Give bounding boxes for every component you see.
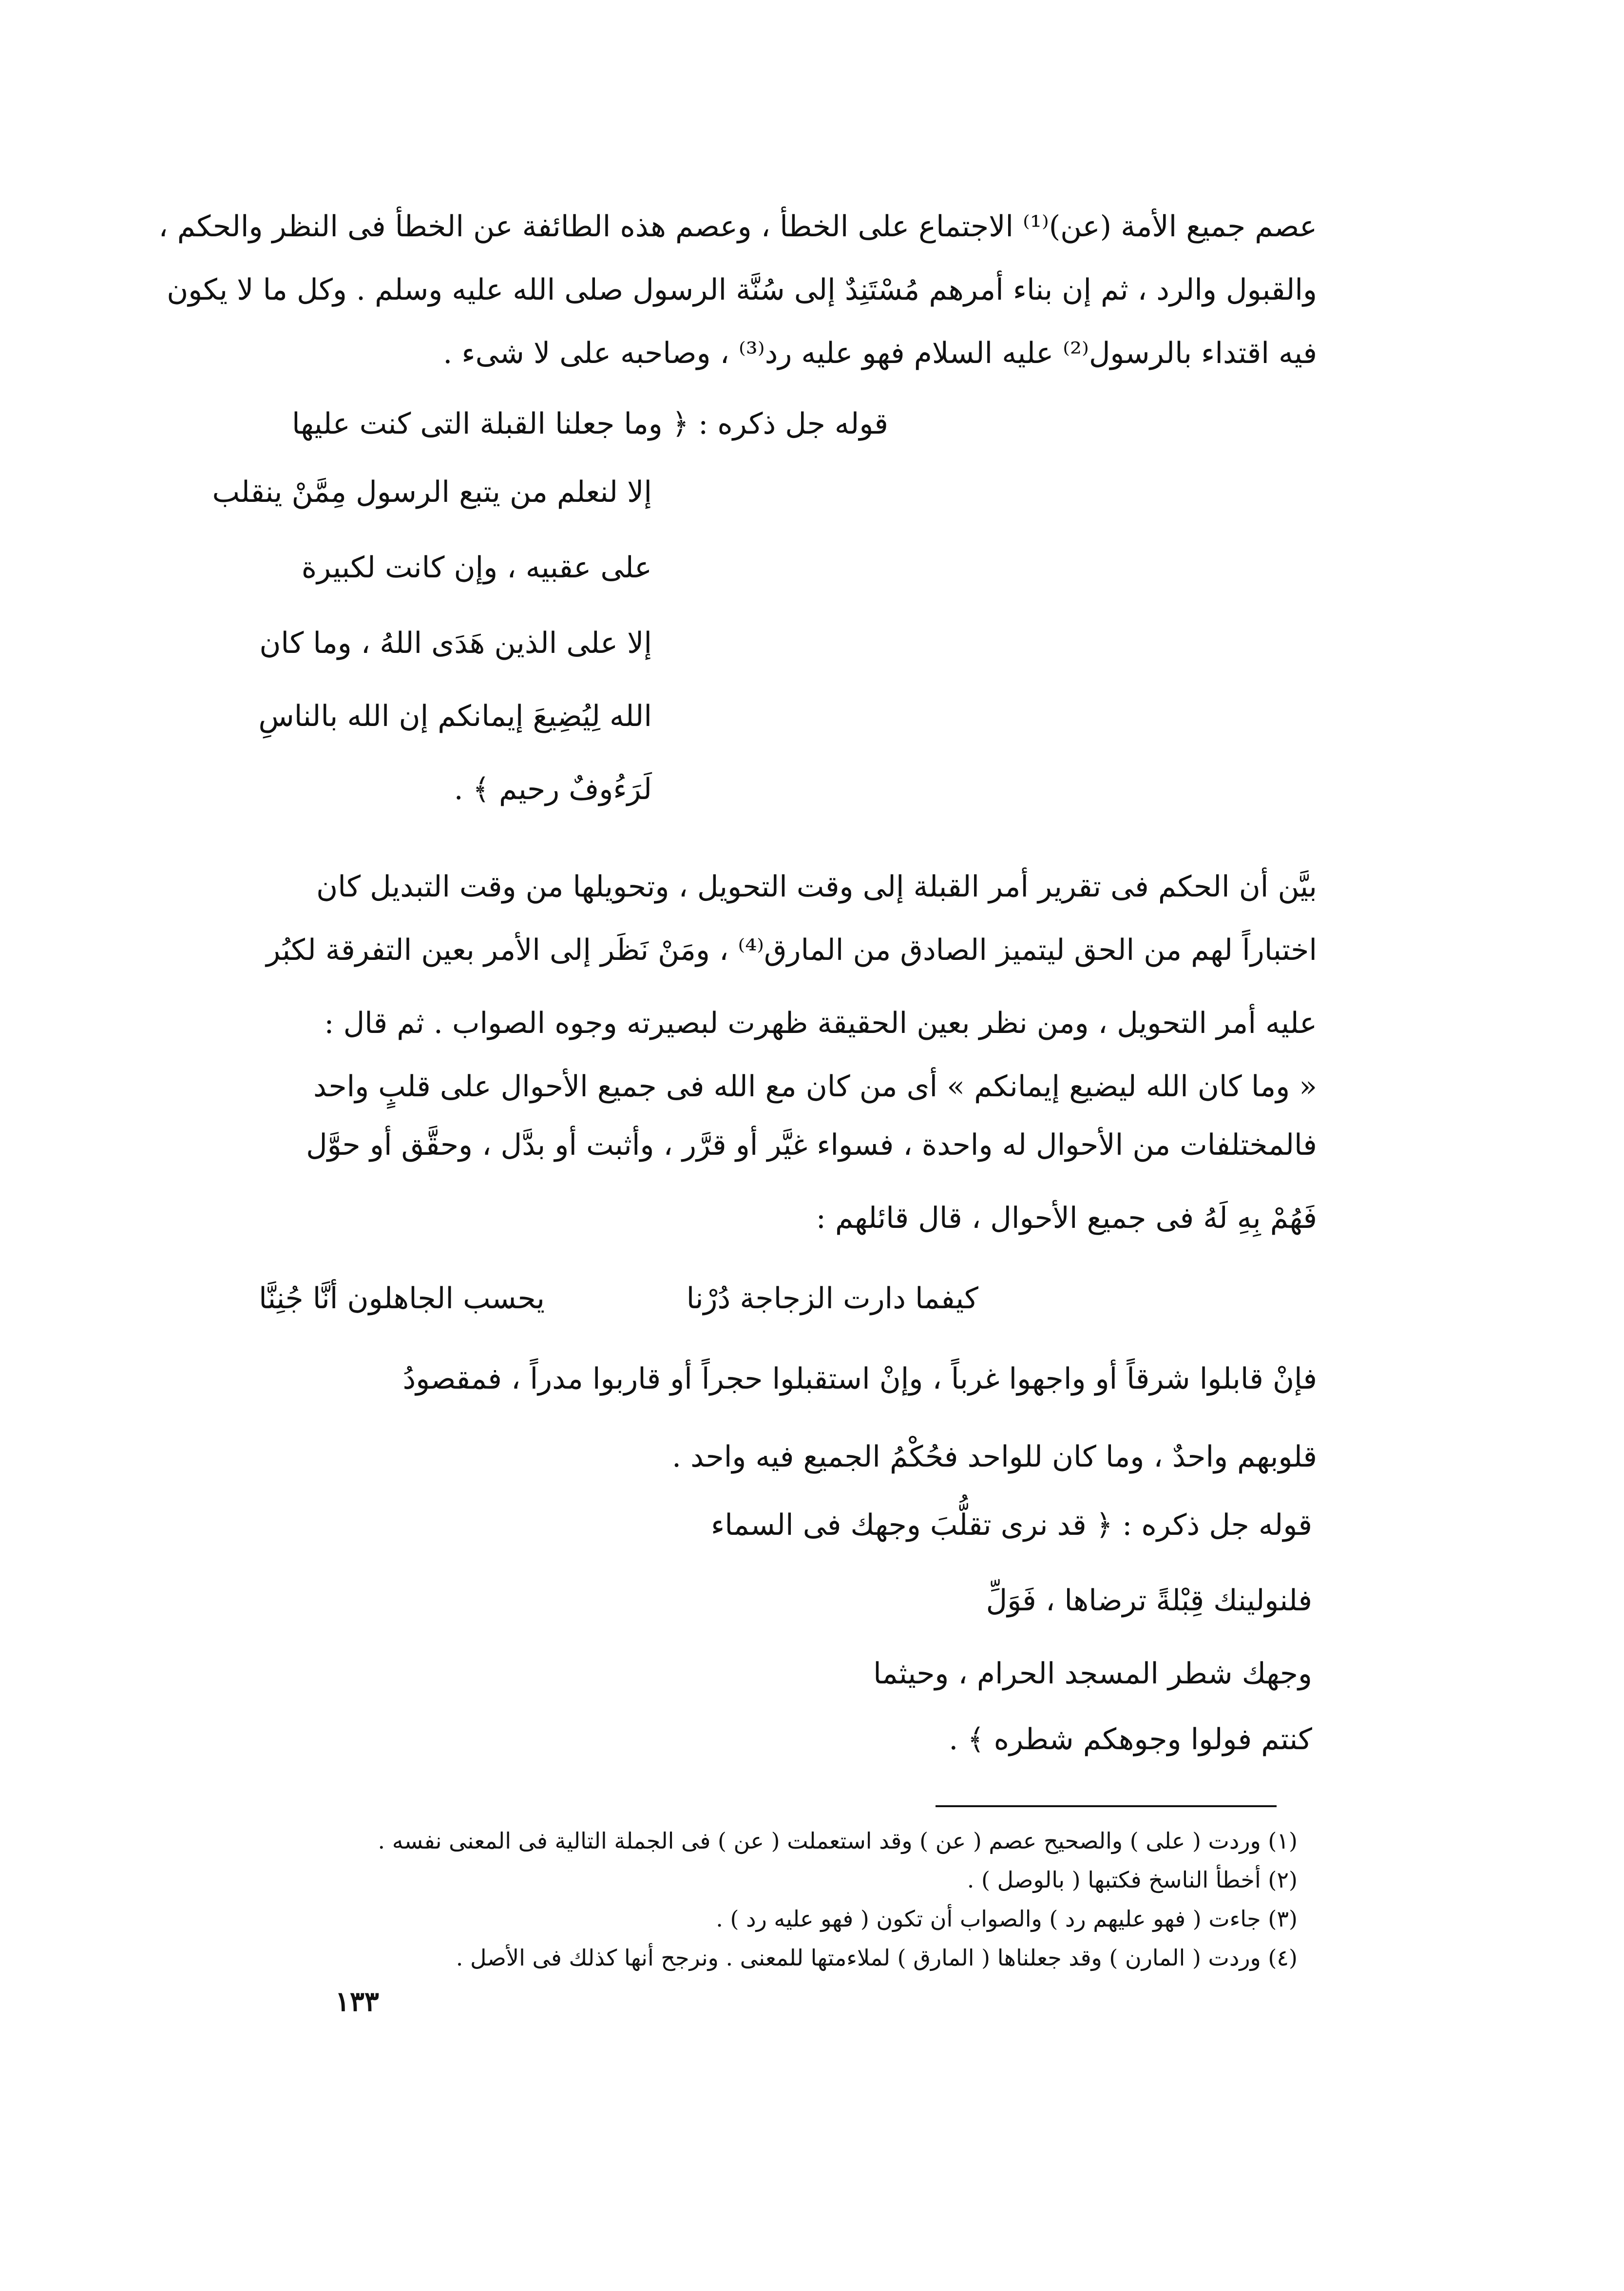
footnote-3: (٣) جاءت ( فهو عليهم رد ) والصواب أن تكون ( فهو عليه رد ) . <box>716 1906 1298 1932</box>
paragraph-2-line-1: بيَّن أن الحكم فى تقرير أمر القبلة إلى وقت التحويل ، وتحويلها من وقت التبديل كان <box>316 870 1317 904</box>
poem-hemistich-right: كيفما دارت الزجاجة دُرْنا <box>686 1281 978 1316</box>
verse-2-line-4: كنتم فولوا وجوهكم شطره ﴾ . <box>949 1722 1312 1756</box>
footnote-2: (٢) أخطأ الناسخ فكتبها ( بالوصل ) . <box>967 1867 1298 1893</box>
page-number: ١٣٣ <box>335 1986 379 2018</box>
paragraph-1-line-3: فيه اقتداء بالرسول⁽²⁾ عليه السلام فهو عليه رد⁽³⁾ ، وصاحبه على لا شىء . <box>443 336 1317 370</box>
paragraph-1-line-1: عصم جميع الأمة (عن)⁽¹⁾ الاجتماع على الخطأ ، وعصم هذه الطائفة عن الخطأ فى النظر والحكم ، <box>158 210 1317 244</box>
verse-1-line-2: إلا لنعلم من يتبع الرسول مِمَّنْ ينقلب <box>212 475 652 509</box>
verse-2-line-3: وجهك شطر المسجد الحرام ، وحيثما <box>873 1657 1312 1691</box>
paragraph-2-line-5: فالمختلفات من الأحوال له واحدة ، فسواء غيَّر أو قرَّر ، وأثبت أو بدَّل ، وحقَّق أو حوَّل <box>306 1128 1317 1162</box>
paragraph-2-line-2: اختباراً لهم من الحق ليتميز الصادق من المارق⁽⁴⁾ ، ومَنْ نَظَر إلى الأمر بعين التفرقة لكبُر <box>266 933 1317 967</box>
footnote-1: (١) وردت ( على ) والصحيح عصم ( عن ) وقد استعملت ( عن ) فى الجملة التالية فى المعنى نفسه . <box>378 1828 1298 1854</box>
paragraph-2-line-6: فَهُمْ بِهِ لَهُ فى جميع الأحوال ، قال قائلهم : <box>816 1201 1317 1235</box>
verse-1-line-1: قوله جل ذكره : ﴿ وما جعلنا القبلة التى كنت عليها <box>291 407 888 441</box>
paragraph-3-line-1: فإنْ قابلوا شرقاً أو واجهوا غرباً ، وإنْ استقبلوا حجراً أو قاربوا مدراً ، فمقصودُ <box>402 1362 1317 1396</box>
paragraph-2-line-4: « وما كان الله ليضيع إيمانكم » أى من كان مع الله فى جميع الأحوال على قلبٍ واحد <box>313 1069 1317 1104</box>
verse-1-line-3: على عقبيه ، وإن كانت لكبيرة <box>301 551 652 585</box>
footnote-4: (٤) وردت ( المارن ) وقد جعلناها ( المارق ) لملاءمتها للمعنى . ونرجح أنها كذلك فى الأصل . <box>456 1945 1298 1971</box>
paragraph-1-line-2: والقبول والرد ، ثم إن بناء أمرهم مُسْتَنِدٌ إلى سُنَّة الرسول صلى الله عليه وسلم . وكل ما لا يكون <box>167 273 1317 307</box>
verse-1-line-6: لَرَءُوفٌ رحيم ﴾ . <box>454 772 652 806</box>
verse-2-line-1: قوله جل ذكره : ﴿ قد نرى تقلُّبَ وجهك فى السماء <box>711 1508 1312 1542</box>
verse-1-line-4: إلا على الذين هَدَى اللهُ ، وما كان <box>259 626 652 660</box>
verse-1-line-5: الله لِيُضِيعَ إيمانكم إن الله بالناسِ <box>258 699 652 733</box>
verse-2-line-2: فلنولينك قِبْلةً ترضاها ، فَوَلِّ <box>986 1584 1312 1618</box>
poem-hemistich-left: يحسب الجاهلون أنَّا جُنِنَّا <box>259 1281 545 1316</box>
paragraph-3-line-2: قلوبهم واحدٌ ، وما كان للواحد فحُكْمُ الجميع فيه واحد . <box>672 1440 1317 1474</box>
paragraph-2-line-3: عليه أمر التحويل ، ومن نظر بعين الحقيقة ظهرت لبصيرته وجوه الصواب . ثم قال : <box>324 1006 1317 1040</box>
footnote-separator <box>936 1805 1277 1807</box>
